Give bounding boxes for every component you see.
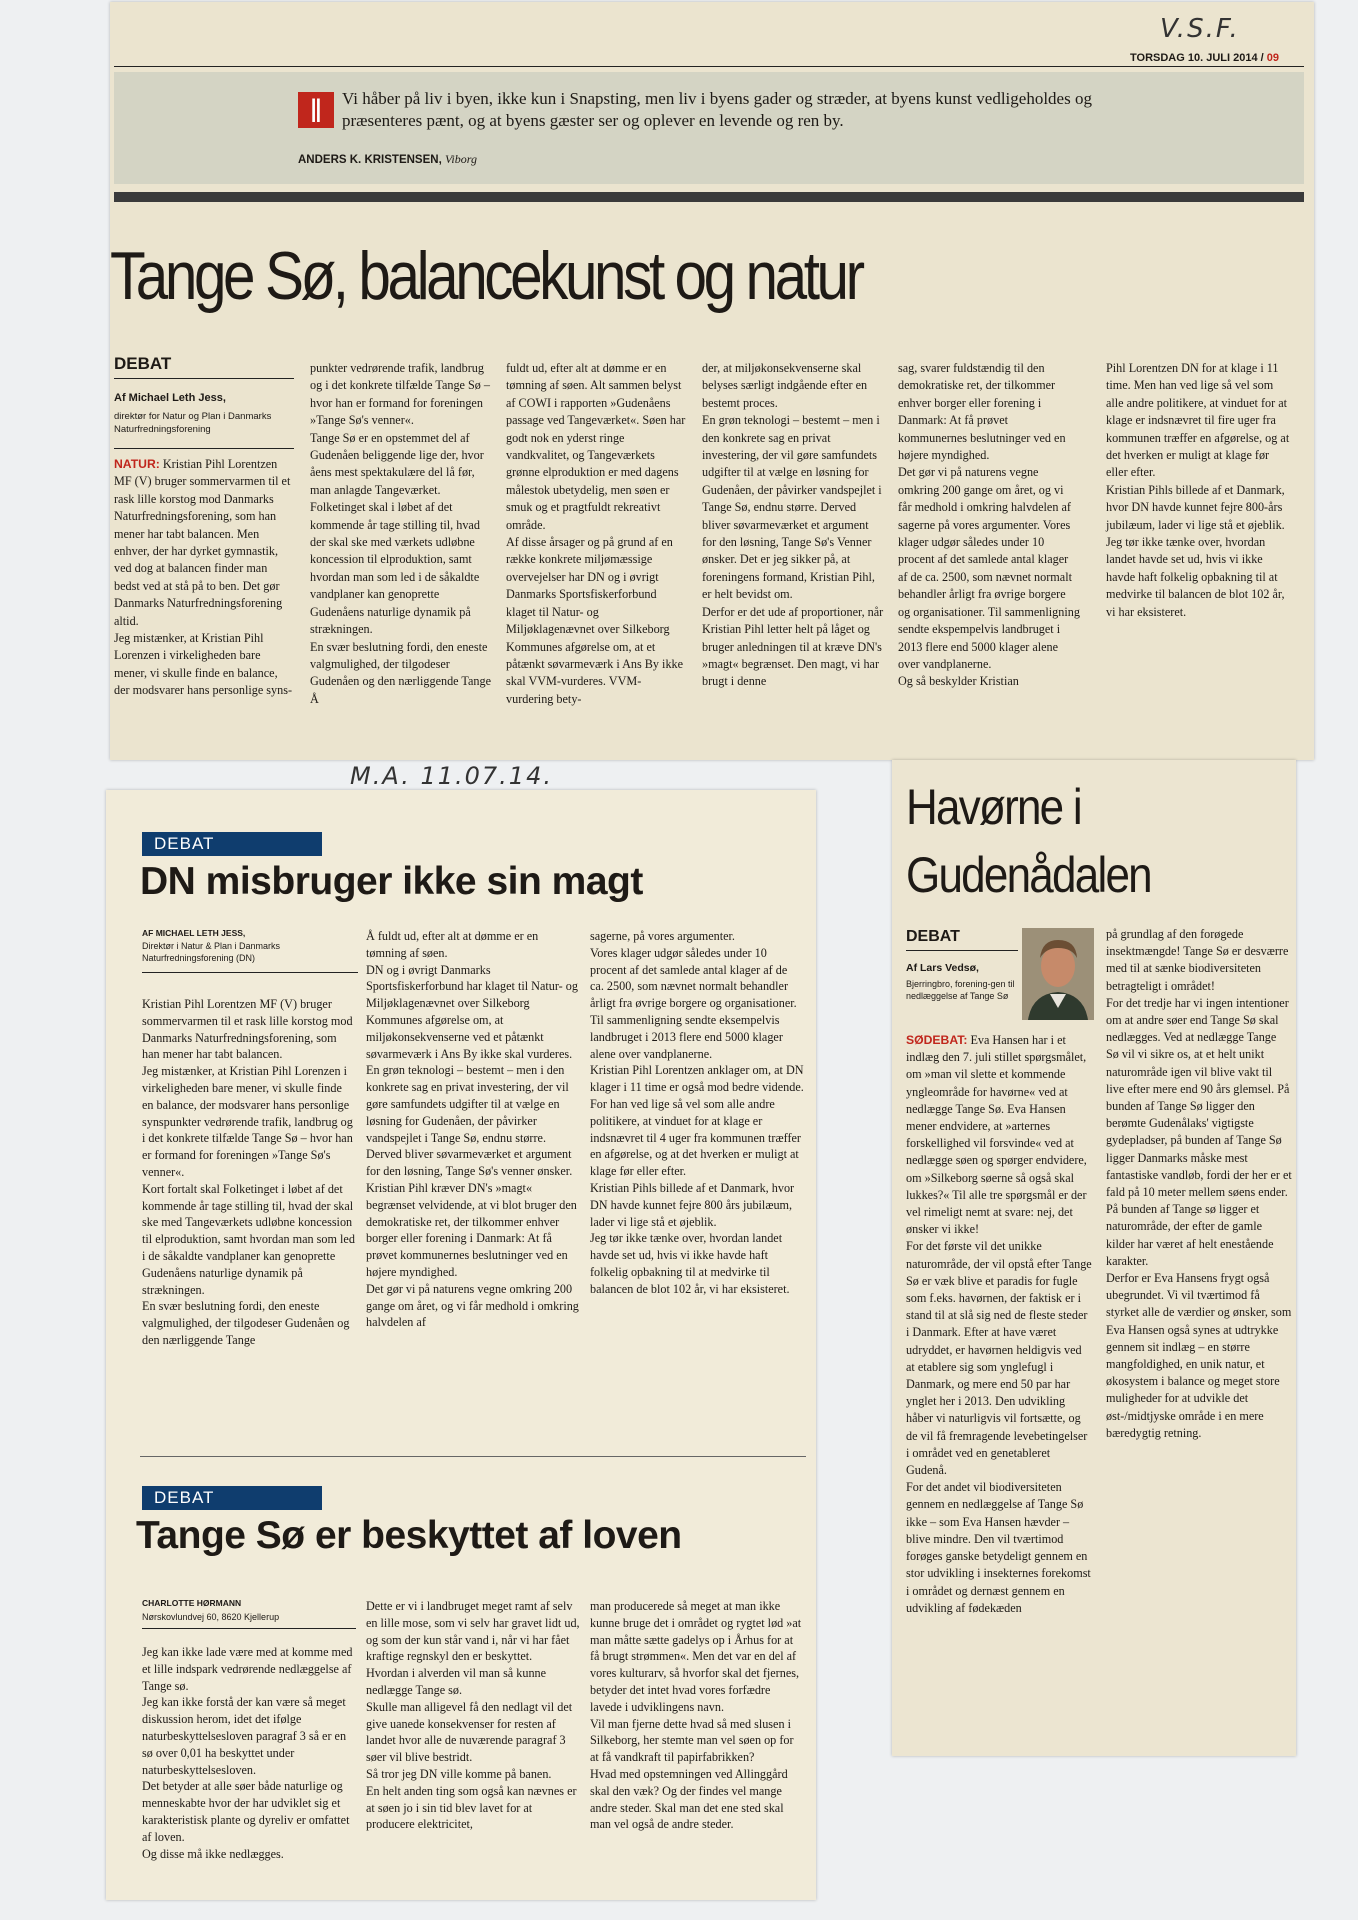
handwritten-note-top: V.S.F. (1160, 14, 1240, 44)
article4-byline-role: Bjerringbro, forening-gen til nedlæggelse af Tange Sø (906, 979, 1015, 1001)
article2-byline-rule (142, 972, 358, 973)
article3-column-1: Jeg kan ikke lade være med at komme med et lille indspark vedrørende nedlæggelse af Tange sø. Jeg kan ikke forstå der kan være så meget diskussion herom, idet det ifølge naturbeskyttelsesloven paragraf 3 så er en sø over 0,01 ha beskyttet under naturbeskyttelsesloven. Det betyder at alle søer både naturlige og menneskabte hvor der har udviklet sig et karakteristisk plante og dyreliv er omfattet af loven. Og disse må ikke nedlægges. (142, 1645, 353, 1861)
clipping-divider (140, 1456, 806, 1457)
article4-kicker: SØDEBAT: (906, 1033, 968, 1047)
article1-column-text: Kristian Pihl Lorentzen MF (V) bruger sommervarmen til et rask lille korstog mod Danmarks Naturfredningsforening, som han mener har tabt balancen. Men enhver, der har dyrket gymnastik, ved dog at balancen finder man bedst ved at stå på to ben. Det gør Danmarks Naturfredningsforening altid. Jeg mistænker, at Kristian Pihl Lorenzen i virkeligheden bare mener, vi skulle finde en balance, der modsvarer hans personlige syns- (114, 457, 293, 698)
article1-headline: Tange Sø, balancekunst og natur (110, 238, 862, 314)
article4-headline-line2: Gudenådalen (906, 847, 1151, 903)
article1-byline-role: direktør for Natur og Plan i Danmarks Naturfredningsforening (114, 411, 272, 435)
quote-text: Vi håber på liv i byen, ikke kun i Snapsting, men liv i byens gader og stræder, at byens kunst vedligeholdes og præsenteres pænt, og at byens gæster ser og oplever en levende og ren by. (342, 89, 1092, 130)
article1-column-5: sag, svarer fuldstændig til den demokratiske ret, der tilkommer enhver borger eller forening i Danmark: At få prøvet kommunernes beslutninger ved en højere myndighed. Det gør vi på naturens vegne omkring 200 gange om året, og vi får medhold i omkring halvdelen af sagerne på vores argumenter. Vores klager udgør således under 10 procent af det samlede antal klager af de ca. 2500, som nævnet normalt behandler årligt fra øvrige borgere og organisationer. Til sammenligning sendte ekspempelvis landbruget i 2013 flere end 5000 klager alene over vandplanerne. Og så beskylder Kristian (898, 361, 1080, 689)
masthead-rule (114, 66, 1304, 67)
article1-column-3: fuldt ud, efter alt at dømme er en tømning af søen. Alt sammen belyst af COWI i rapporten »Gudenåens passage ved Tangeværket«. Søen har godt nok en yderst ringe vandkvalitet, og Tangeværkets grønne elproduktion er med dagens målestok ubetydelig, men søen er smuk og et pragtfuldt rekreativt område. Af disse årsager og på grund af en række konkrete miljømæssige overvejelser har DN og i øvrigt Danmarks Sportsfiskerforbund klaget til Natur- og Miljøklagenævnet over Silkeborg Kommunes afgørelse om, at et påtænkt søvarmeværk i Ans By ikke skal VVM-vurderes. VVM-vurdering bety- (506, 361, 686, 706)
article1-kicker: NATUR: (114, 457, 160, 471)
article3-byline-rule (142, 1628, 356, 1629)
quote-author: ANDERS K. KRISTENSEN, (298, 154, 442, 166)
article3-column-3: man producerede så meget at man ikke kunne bruge det i området og rygtet lød »at man måtte sætte gadelys op i Århus for at få brugt strømmen«. Men det var en del af vores kulturarv, så hvorfor skal det fjernes, betyder det intet hvad vores forfædre lavede i udviklingens navn. Vil man fjerne dette hvad så med slusen i Silkeborg, her stemte man vel søen op for at få vandkraft til papirfabrikken? Hvad med opstemningen ved Allinggård skal den væk? Og der findes vel mange andre steder. Skal man det ene sted skal man vel også de andre steder. (590, 1599, 802, 1832)
article2-section-badge: DEBAT (142, 832, 322, 856)
article4-section: DEBAT (906, 928, 960, 945)
article2-column-3: sagerne, på vores argumenter. Vores klager udgør således under 10 procent af det samlede antal klager af de ca. 2500, som nævnet normalt behandler årligt fra øvrige borgere og organisationer. Til sammenligning sendte eksempelvis landbruget i 2013 flere end 5000 klager alene over vandplanerne. Kristian Pihl Lorentzen anklager om, at DN klager i 11 time er også mod bedre vidende. For han ved lige så vel som alle andre politikere, at vinduet for at klage er indsnævret til 4 uger fra kommunen træffer en afgørelse, og at det hverken er muligt at klage før eller efter. Kristian Pihls billede af et Danmark, hvor DN havde kunnet fejre 800 års jubilæum, lader vi lige stå et øjeblik. Jeg tør ikke tænke over, hvordan landet havde set ud, hvis vi ikke havde haft folkelig opbakning til at medvirke til balancen de blot 102 år, vi har eksisteret. (590, 929, 804, 1296)
article4-column-text: Eva Hansen har i et indlæg den 7. juli stillet spørgsmålet, om »man vil slette et kommende yngleområde for havørne« ved at nedlægge Tange Sø. Eva Hansen mener endvidere, at »arternes forskellighed vil forsvinde« ved at nedlægge søen og spørger endvidere, om »Silkeborg søerne så også skal lukkes?« Til alle tre spørgsmål er der vel rimeligt nemt at svare: nej, det ønsker vi ikke! For det første vil det unikke naturområde, der vil opstå efter Tange Sø er væk blive et paradis for fugle som f.eks. havørnen, der faktisk er i stand til at slå sig ned de fleste steder i Danmark. Efter at have været udryddet, er havørnen heldigvis ved at etablere sig som ynglefugl i Danmark, og mere end 50 par har ynglet her i 2013. Den udvikling håber vi naturligvis vil fortsætte, og de vil få fremragende levebetingelser i området ved en genetableret Gudenå. For det andet vil biodiversiteten gennem en nedlæggelse af Tange Sø ikke – som Eva Hansen hævder – blive mindre. Den vil tværtimod forøges ganske betydeligt gennem en stor udvikling i insekternes forekomst i området og dernæst gennem en udvikling af fødekæden (906, 1033, 1092, 1615)
article1-column-2: punkter vedrørende trafik, landbrug og i det konkrete tilfælde Tange Sø – hvor han er formand for foreningen »Tange Sø's venner«. Tange Sø er en opstemmet del af Gudenåen beliggende lige der, hvor åens mest spektakulære del lå før, man anlagde Tangeværket. Folketinget skal i løbet af det kommende år tage stilling til, hvad der skal ske med værkets udløbne koncession til elproduktion, samt hvordan man som led i de såkaldte vandplaner kan genoprette Gudenåens naturlige dynamik på strækningen. En svær beslutning fordi, den eneste valgmulighed, der tilgodeser Gudenåen og den nærliggende Tange Å (310, 361, 492, 706)
quote-place: Viborg (444, 152, 477, 166)
article1-column-6: Pihl Lorentzen DN for at klage i 11 time. Men han ved lige så vel som alle andre politikere, at vinduet for at klage er indsnævret til fire uger fra kommunen træffer en afgørelse, og at det hverken er muligt at klage før eller efter. Kristian Pihls billede af et Danmark, hvor DN havde kunnet fejre 800-års jubilæum, lader vi lige stå et øjeblik. Jeg tør ikke tænke over, hvordan landet havde set ud, hvis vi ikke havde haft folkelig opbakning til at medvirke til balancen de blot 102 år, vi har eksisteret. (1106, 361, 1290, 619)
article3-byline-role: Nørskovlundvej 60, 8620 Kjellerup (142, 1612, 280, 1622)
article1-section: DEBAT (114, 354, 172, 373)
article2-column-2: Å fuldt ud, efter alt at dømme er en tømning af søen. DN og i øvrigt Danmarks Sportsfiskerforbund har klaget til Natur- og Miljøklagenævnet over Silkeborg Kommunes afgørelse om, at miljøkonsekvenserne ved et påtænkt søvarmeværk i Ans By ikke skal vurderes. En grøn teknologi – bestemt – men i den konkrete sag en privat investering, der vil gøre samfundets udgifter til at vælge en løsning for Gudenåen, der påvirker vandspejlet i Tange Sø, endnu større. Derved bliver søvarmeværket et argument for den løsning, Tange Sø's venner ønsker. Kristian Pihl kræver DN's »magt« begrænset velvidende, at vi blot bruger den demokratiske ret, der tilkommer enhver borger eller forening i Danmark: At få prøvet kommunernes beslutninger ved en højere myndighed. Det gør vi på naturens vegne omkring 200 gange om året, og vi får medhold i omkring halvdelen af (366, 929, 579, 1330)
article3-byline: CHARLOTTE HØRMANN (142, 1598, 242, 1608)
article4-byline: Af Lars Vedsø, (906, 962, 979, 974)
quote-rule-bottom (114, 192, 1304, 202)
article4-column-1 (906, 1032, 1092, 1617)
article3-headline: Tange Sø er beskyttet af loven (136, 1514, 682, 1557)
article1-byline-rule (114, 448, 294, 449)
article1-section-rule (114, 378, 294, 379)
article4-headline-line1: Havørne i (906, 779, 1081, 835)
publication-date: TORSDAG 10. JULI 2014 (1130, 52, 1258, 64)
quote-icon: ‖ (298, 92, 334, 128)
article2-byline-role: Direktør i Natur & Plan i Danmarks Naturfredningsforening (DN) (142, 941, 281, 963)
author-portrait (1022, 928, 1094, 1020)
article2-headline: DN misbruger ikke sin magt (140, 860, 643, 903)
handwritten-note-date: M.A. 11.07.14. (350, 762, 553, 790)
article3-column-2: Dette er vi i landbruget meget ramt af selv en lille mose, som vi selv har gravet lidt ud, og som der kun står vand i, når vi har fået kraftige regnskyl den er beskyttet. Hvordan i alverden vil man så kunne nedlægge Tange sø. Skulle man alligevel få den nedlagt vil det give uanede konsekvenser for resten af landet hvor alle de nuværende paragraf 3 søer vil blive bestridt. Så tror jeg DN ville komme på banen. En helt anden ting som også kan nævnes er at søen jo i sin tid blev lavet for at producere elektricitet, (366, 1599, 580, 1832)
article3-section-badge: DEBAT (142, 1486, 322, 1510)
article2-column-1: Kristian Pihl Lorentzen MF (V) bruger sommervarmen til et rask lille korstog mod Danmarks Naturfredningsforening, som han mener har tabt balancen. Jeg mistænker, at Kristian Pihl Lorenzen i virkeligheden bare mener, vi skulle finde en balance, der modsvarer hans personlige synspunkter vedrørende trafik, landbrug og i det konkrete tilfælde Tange Sø – hvor han er formand for foreningen »Tange Sø's venner«. Kort fortalt skal Folketinget i løbet af det kommende år tage stilling til, hvad der skal ske med Tangeværkets udløbne koncession til elproduktion, samt hvordan man som led i de såkaldte vandplaner kan genoprette Gudenåens naturlige dynamik på strækningen. En svær beslutning fordi, den eneste valgmulighed, der tilgodeser Gudenåen og den nærliggende Tange (142, 997, 355, 1347)
article1-column-1 (114, 456, 296, 700)
date-line: TORSDAG 10. JULI 2014 / 09 (1130, 52, 1280, 64)
article4-section-rule (906, 950, 1018, 951)
article2-byline: AF MICHAEL LETH JESS, (142, 928, 246, 938)
quote-attribution (298, 152, 477, 167)
article1-column-4: der, at miljøkonsekvenserne skal belyses særligt indgående efter en bestemt proces. En grøn teknologi – bestemt – men i den konkrete sag en privat investering, der vil gøre samfundets udgifter til at vælge en løsning for Gudenåen, der påvirker vandspejlet i Tange Sø, endnu større. Derved bliver søvarmeværket et argument for den løsning, Tange Sø's Venner ønsker. Det er jeg sikker på, at foreningens formand, Kristian Pihl, er helt bevidst om. Derfor er det ude af proportioner, når Kristian Pihl letter helt på låget og bruger anledningen til at kræve DN's »magt« begrænset. Den magt, vi har brugt i denne (702, 361, 884, 689)
article4-column-2: på grundlag af den forøgede insektmængde! Tange Sø er desværre med til at sænke biodiversiteten betragteligt i området! For det tredje har vi ingen intentioner om at andre søer end Tange Sø skal nedlægges. Ved at nedlægge Tange Sø vil vi sikre os, at et helt unikt naturområde igen vil blive vakt til live efter mere end 90 års glemsel. På bunden af Tange Sø ligger den berømte Gudenålaks' vigtigste gydepladser, på bunden af Tange Sø ligger Danmarks måske mest fantastiske vandløb, fordi der her er et fald på 10 meter mellem søens ender. På bunden af Tange sø ligger et naturområde, der efter de gamle kilder har været af helt enestående karakter. Derfor er Eva Hansens frygt også ubegrundet. Vi vil tværtimod få styrket alle de værdier og ønsker, som Eva Hansen også synes at udtrykke gennem sit indlæg – en større mangfoldighed, en unik natur, et økosystem i balance og meget store muligheder for at udvikle det øst-/midtjyske område i en mere bæredygtig retning. (1106, 927, 1292, 1440)
page-number: 09 (1266, 52, 1280, 64)
article1-byline: Af Michael Leth Jess, (114, 392, 226, 404)
